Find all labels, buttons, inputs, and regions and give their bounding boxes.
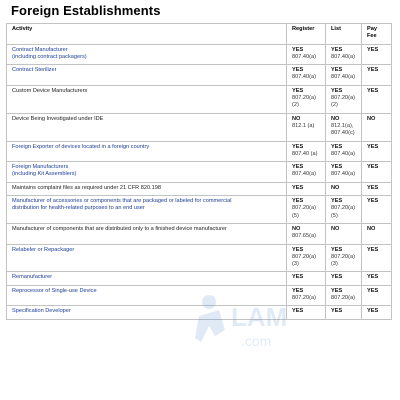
pay-fee-cell [362,196,392,224]
activity-link[interactable]: (including Kit Assemblers) [12,171,77,178]
list-cell [326,285,362,306]
pay-fee-cell [362,113,392,141]
cfr-reference: 807.20(a) [331,95,355,102]
pay-fee-cell [362,85,392,113]
status-value: YES [367,184,379,191]
table-row [7,162,392,183]
status-value: YES [331,246,343,253]
table-row [7,272,392,285]
activity-cell[interactable] [7,141,287,162]
status-value: YES [292,246,304,253]
status-value: YES [292,274,304,281]
status-value: YES [367,67,379,74]
register-cell [287,162,326,183]
cfr-reference: 807.40(a) [292,74,316,81]
cfr-reference: (2) [292,102,299,109]
cfr-reference: 812.1(a), [331,122,354,129]
table-body [7,44,392,319]
table-header-row [7,24,392,45]
activity-text: Manufacturer of components that are distributed only to a finished device manufacturer [12,225,227,232]
header-pay-fee [362,24,392,45]
activity-cell [7,85,287,113]
activity-cell [7,182,287,195]
register-cell [287,285,326,306]
status-value: YES [367,164,379,171]
cfr-reference: 807.20(a) [331,253,355,260]
status-value: NO [331,115,340,122]
pay-fee-cell [362,65,392,86]
activity-cell [7,113,287,141]
status-value: YES [292,198,304,205]
status-value: YES [367,87,379,94]
cfr-reference: 807.65(a) [292,233,316,240]
cfr-reference: 807.20(a) [292,95,316,102]
activity-link[interactable]: Remanufacturer [12,274,53,281]
activity-link[interactable]: Contract Sterilizer [12,67,57,74]
status-value: YES [292,87,304,94]
activity-cell[interactable] [7,272,287,285]
list-cell [326,223,362,244]
header-list: List [326,24,362,45]
cfr-reference: 807.40(a) [331,150,355,157]
status-value: NO [331,184,340,191]
status-value: NO [367,115,376,122]
list-cell [326,306,362,319]
list-cell [326,44,362,65]
list-cell [326,182,362,195]
table-row [7,223,392,244]
list-cell [326,65,362,86]
header-activity: Activity [7,24,287,45]
cfr-reference: 807.40 (a) [292,150,318,157]
cfr-reference: (3) [292,261,299,268]
table-row [7,113,392,141]
list-cell [326,272,362,285]
cfr-reference: 807.20(a) [292,205,316,212]
table-row [7,196,392,224]
pay-fee-cell [362,306,392,319]
page-title: Foreign Establishments [11,3,161,18]
activity-link[interactable]: Contract Manufacturer [12,46,68,53]
cfr-reference: 807.40(a) [331,171,355,178]
watermark-subtext: .com [241,333,272,349]
activity-cell[interactable] [7,162,287,183]
cfr-reference: 807.20(a) [331,205,355,212]
establishments-table [6,23,392,320]
status-value: YES [367,198,379,205]
cfr-reference: 807.40(a) [331,53,355,60]
cfr-reference: 807.40(a) [331,74,355,81]
status-value: YES [331,287,343,294]
activity-link[interactable]: (including contract packagers) [12,53,87,60]
status-value: YES [292,308,304,315]
cfr-reference: (5) [331,212,338,219]
register-cell [287,223,326,244]
header-pay-fee-line-2: Fee [367,33,377,40]
pay-fee-cell [362,285,392,306]
activity-text: Custom Device Manufacturers [12,87,88,94]
activity-cell[interactable] [7,285,287,306]
status-value: YES [331,164,343,171]
register-cell [287,141,326,162]
activity-cell[interactable] [7,306,287,319]
register-cell [287,244,326,272]
cfr-reference: 807.20(a) [292,253,316,260]
table-row [7,141,392,162]
cfr-reference: 812.1 (a) [292,122,315,129]
activity-cell[interactable] [7,244,287,272]
activity-link[interactable]: Specification Developer [12,308,71,315]
cfr-reference: 807.20(a) [292,295,316,302]
register-cell [287,113,326,141]
register-cell [287,196,326,224]
activity-link[interactable]: Reprocessor of Single-use Device [12,287,97,294]
activity-link[interactable]: Foreign Manufacturers [12,164,69,171]
pay-fee-cell [362,141,392,162]
register-cell [287,44,326,65]
register-cell [287,85,326,113]
status-value: YES [331,143,343,150]
cfr-reference: (3) [331,261,338,268]
activity-cell[interactable] [7,65,287,86]
table-row [7,285,392,306]
cfr-reference: (5) [292,212,299,219]
list-cell [326,113,362,141]
list-cell [326,85,362,113]
table-row [7,244,392,272]
cfr-reference: 807.40(a) [292,53,316,60]
table-row [7,306,392,319]
status-value: YES [292,184,304,191]
activity-link[interactable]: distribution for health-related purposes to an end user [12,205,145,212]
register-cell [287,272,326,285]
table-row [7,85,392,113]
activity-cell[interactable] [7,44,287,65]
header-pay-fee-line-1: Pay [367,26,377,32]
status-value: NO [367,225,376,232]
status-value: NO [292,225,301,232]
status-value: YES [331,87,343,94]
pay-fee-cell [362,272,392,285]
list-cell [326,162,362,183]
cfr-reference: 807.20(a) [331,295,355,302]
cfr-reference: (2) [331,102,338,109]
register-cell [287,306,326,319]
header-register: Register [287,24,326,45]
list-cell [326,141,362,162]
status-value: YES [331,198,343,205]
activity-link[interactable]: Relabeler or Repackager [12,246,75,253]
status-value: YES [292,46,304,53]
status-value: YES [331,46,343,53]
pay-fee-cell [362,44,392,65]
cfr-reference: 807.40(c) [331,130,355,137]
pay-fee-cell [362,244,392,272]
status-value: YES [331,308,343,315]
status-value: YES [292,164,304,171]
pay-fee-cell [362,162,392,183]
watermark-text: LAM [231,302,288,332]
activity-link[interactable]: Foreign Exporter of devices located in a foreign country [12,143,150,150]
activity-text: Device Being Investigated under IDE [12,115,104,122]
status-value: YES [292,67,304,74]
register-cell [287,182,326,195]
status-value: NO [331,225,340,232]
register-cell [287,65,326,86]
status-value: YES [367,246,379,253]
table-row [7,44,392,65]
table-row [7,182,392,195]
activity-cell[interactable] [7,196,287,224]
status-value: YES [367,46,379,53]
table-row [7,65,392,86]
activity-text: Maintains complaint files as required under 21 CFR 820.198 [12,184,161,191]
pay-fee-cell [362,223,392,244]
status-value: YES [367,274,379,281]
pay-fee-cell [362,182,392,195]
cfr-reference: 807.40(a) [292,171,316,178]
list-cell [326,244,362,272]
list-cell [326,196,362,224]
status-value: YES [331,274,343,281]
status-value: YES [367,287,379,294]
status-value: YES [367,308,379,315]
status-value: NO [292,115,301,122]
status-value: YES [367,143,379,150]
status-value: YES [292,143,304,150]
status-value: YES [331,67,343,74]
activity-cell [7,223,287,244]
status-value: YES [292,287,304,294]
activity-link[interactable]: Manufacturer of accessories or components that are packaged or labeled for commercial [12,198,232,205]
